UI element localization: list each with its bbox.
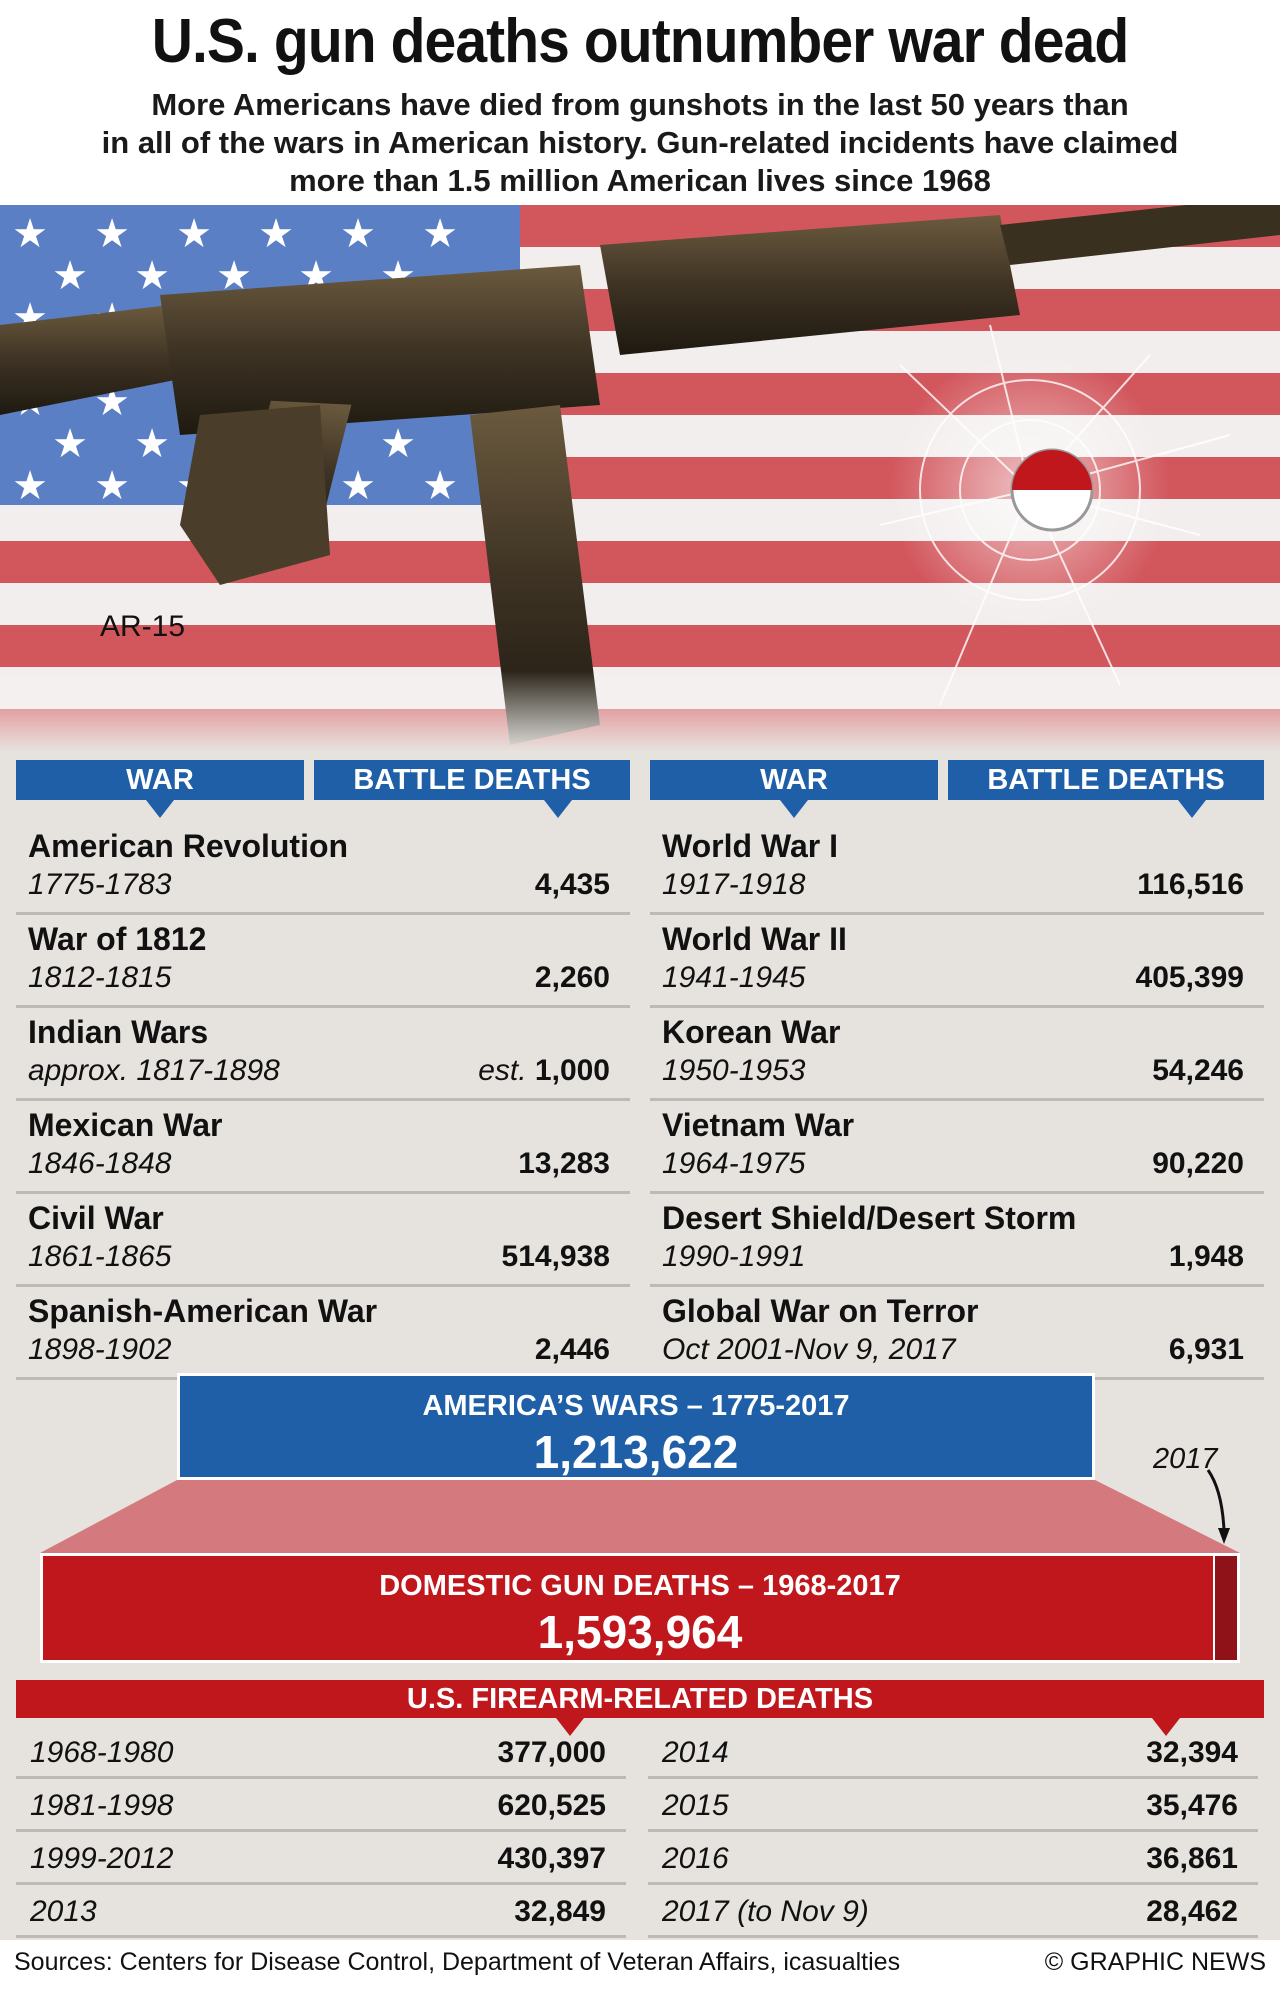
war-battle-deaths: [535, 868, 610, 902]
firearm-period: 1968-1980: [30, 1736, 174, 1769]
subtitle-line: more than 1.5 million American lives since 1968: [289, 163, 991, 198]
war-years: 1898-1902: [28, 1333, 172, 1366]
war-row: [16, 824, 630, 915]
battle-deaths-value: 514,938: [501, 1240, 610, 1273]
battle-deaths-value: 6,931: [1168, 1333, 1244, 1366]
war-battle-deaths: [1152, 1147, 1244, 1181]
year-2017-segment: [1213, 1556, 1237, 1660]
page-subtitle: [20, 86, 1260, 200]
firearm-deaths-value: 28,462: [1146, 1895, 1238, 1928]
war-battle-deaths: [478, 1054, 610, 1088]
firearm-deaths-row: [648, 1834, 1258, 1885]
gun-deaths-total-value: 1,593,964: [537, 1606, 743, 1658]
battle-deaths-value: 2,446: [534, 1333, 610, 1366]
battle-deaths-value: 2,260: [534, 961, 610, 994]
credit-text: © GRAPHIC NEWS: [1044, 1948, 1266, 1976]
firearm-deaths-row: [648, 1781, 1258, 1832]
battle-deaths-value: 54,246: [1152, 1054, 1244, 1087]
battle-deaths-column-header: BATTLE DEATHS: [948, 760, 1264, 800]
war-name: Indian Wars: [28, 1014, 209, 1050]
war-name: Global War on Terror: [662, 1293, 979, 1329]
war-column-header: WAR: [650, 760, 938, 800]
page-title: U.S. gun deaths outnumber war dead: [151, 7, 1129, 76]
war-row: [16, 1103, 630, 1194]
flag-image: [0, 205, 1280, 753]
war-battle-deaths: [535, 961, 610, 995]
war-years: Oct 2001-Nov 9, 2017: [662, 1333, 956, 1366]
battle-deaths-value: 90,220: [1152, 1147, 1244, 1180]
war-row: [16, 1010, 630, 1101]
firearm-period: 2015: [662, 1789, 729, 1822]
war-years: 1812-1815: [28, 961, 172, 994]
war-name: Desert Shield/Desert Storm: [662, 1200, 1077, 1236]
battle-deaths-value: 405,399: [1135, 961, 1244, 994]
wars-total-value: 1,213,622: [533, 1426, 739, 1478]
firearm-deaths-row: [16, 1728, 626, 1779]
battle-deaths-value: 1,948: [1168, 1240, 1244, 1273]
war-row: [650, 1010, 1264, 1101]
battle-deaths-value: 13,283: [518, 1147, 610, 1180]
war-battle-deaths: [518, 1147, 610, 1181]
war-name: Civil War: [28, 1200, 164, 1236]
war-battle-deaths: [502, 1240, 610, 1274]
wars-table-left: [16, 760, 630, 1382]
firearm-deaths-row: [648, 1728, 1258, 1779]
war-row: [650, 1289, 1264, 1380]
war-battle-deaths: [1152, 1054, 1244, 1088]
war-row: [16, 1196, 630, 1287]
firearm-period: 1999-2012: [30, 1842, 174, 1875]
war-name: Spanish-American War: [28, 1293, 378, 1329]
firearm-deaths-row: [16, 1781, 626, 1832]
firearm-deaths-value: 430,397: [497, 1842, 606, 1875]
table-header: [16, 760, 630, 800]
war-name: World War I: [662, 828, 838, 864]
war-name: Korean War: [662, 1014, 841, 1050]
firearm-period: 2013: [30, 1895, 97, 1928]
firearm-period: 2016: [662, 1842, 729, 1875]
war-battle-deaths: [1169, 1240, 1244, 1274]
war-row: [650, 824, 1264, 915]
war-name: American Revolution: [28, 828, 349, 864]
firearm-deaths-value: 35,476: [1146, 1789, 1238, 1822]
war-years: 1846-1848: [28, 1147, 172, 1180]
firearm-deaths-value: 32,849: [514, 1895, 606, 1928]
flag-rifle-illustration: [0, 205, 1280, 753]
war-row: [650, 1103, 1264, 1194]
war-name: Mexican War: [28, 1107, 223, 1143]
war-battle-deaths: [1137, 868, 1244, 902]
firearm-period: 1981-1998: [30, 1789, 174, 1822]
war-battle-deaths: [535, 1333, 610, 1367]
header: [0, 0, 1280, 205]
gun-deaths-total-box: [40, 1553, 1240, 1663]
battle-deaths-column-header: BATTLE DEATHS: [314, 760, 630, 800]
war-list: [650, 824, 1264, 1380]
war-years: 1990-1991: [662, 1240, 806, 1273]
sources-text: Sources: Centers for Disease Control, Department of Veteran Affairs, icasualties: [14, 1948, 901, 1976]
wars-total-label: AMERICA’S WARS – 1775-2017: [422, 1390, 850, 1422]
firearm-period: 2017 (to Nov 9): [662, 1895, 869, 1928]
war-years: 1917-1918: [662, 868, 806, 901]
firearm-deaths-row: [16, 1834, 626, 1885]
war-row: [650, 1196, 1264, 1287]
war-years: 1775-1783: [28, 868, 172, 901]
battle-deaths-value: 116,516: [1137, 868, 1244, 901]
war-row: [16, 917, 630, 1008]
war-years: 1964-1975: [662, 1147, 806, 1180]
firearm-deaths-value: 620,525: [497, 1789, 606, 1822]
firearm-deaths-row: [648, 1887, 1258, 1938]
war-name: War of 1812: [28, 921, 207, 957]
battle-deaths-value: 4,435: [534, 868, 610, 901]
firearm-period: 2014: [662, 1736, 729, 1769]
war-row: [16, 1289, 630, 1380]
firearm-deaths-left: [16, 1728, 626, 1940]
war-battle-deaths: [1136, 961, 1244, 995]
firearm-deaths-value: 36,861: [1146, 1842, 1238, 1875]
war-column-header: WAR: [16, 760, 304, 800]
war-years: 1861-1865: [28, 1240, 172, 1273]
subtitle-line: in all of the wars in American history. Gun-related incidents have claimed: [101, 125, 1179, 160]
wars-total-box: [177, 1373, 1095, 1480]
firearm-deaths-header: U.S. FIREARM-RELATED DEATHS: [16, 1680, 1264, 1718]
battle-deaths-value: 1,000: [534, 1054, 610, 1087]
table-header: [650, 760, 1264, 800]
war-years: approx. 1817-1898: [28, 1054, 280, 1087]
war-row: [650, 917, 1264, 1008]
war-name: World War II: [662, 921, 847, 957]
wars-table-right: [650, 760, 1264, 1382]
footer: [0, 1940, 1280, 1996]
war-name: Vietnam War: [662, 1107, 855, 1143]
estimate-prefix: est.: [478, 1054, 535, 1087]
firearm-deaths-value: 377,000: [497, 1736, 606, 1769]
war-years: 1941-1945: [662, 961, 806, 994]
firearm-deaths-value: 32,394: [1146, 1736, 1238, 1769]
war-years: 1950-1953: [662, 1054, 806, 1087]
war-list: [16, 824, 630, 1380]
gun-deaths-total-label: DOMESTIC GUN DEATHS – 1968-2017: [379, 1570, 901, 1602]
war-battle-deaths: [1169, 1333, 1244, 1367]
year-2017-marker: 2017: [1153, 1443, 1218, 1475]
firearm-deaths-right: [648, 1728, 1258, 1940]
subtitle-line: More Americans have died from gunshots in the last 50 years than: [151, 87, 1129, 122]
ar15-label: AR-15: [100, 610, 186, 643]
firearm-deaths-row: [16, 1887, 626, 1938]
